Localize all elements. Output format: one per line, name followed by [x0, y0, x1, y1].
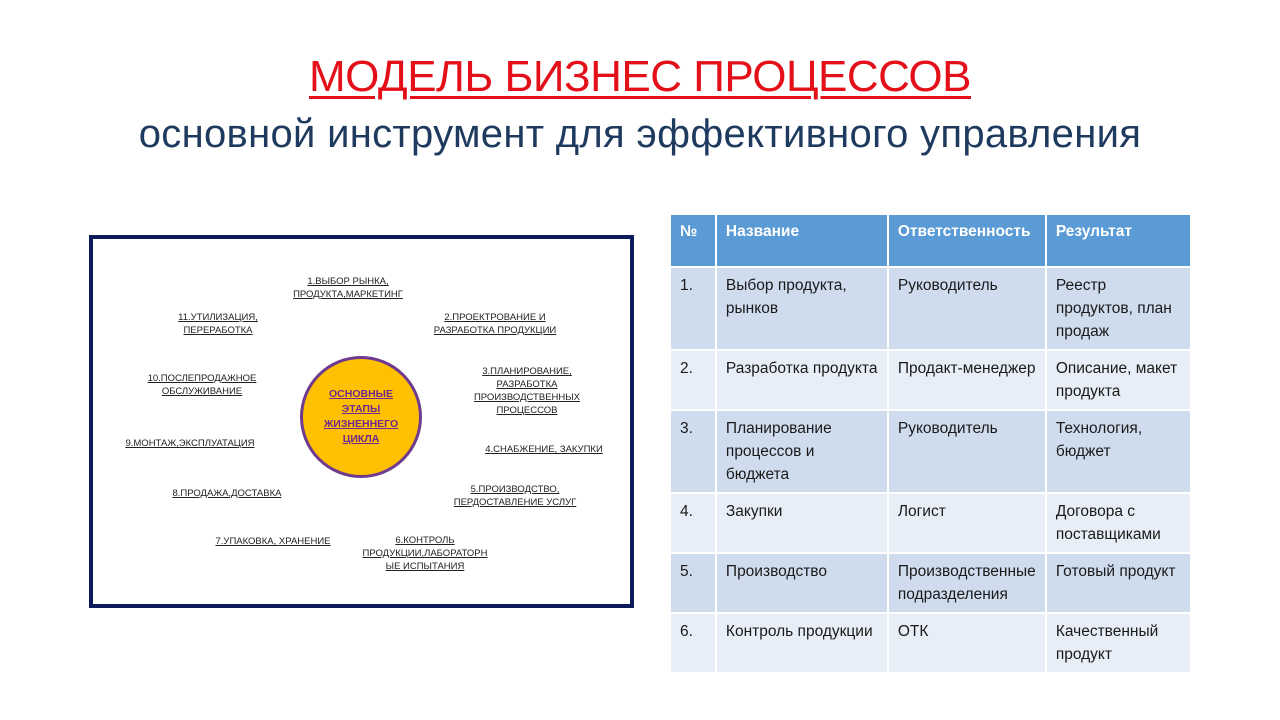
page-title: МОДЕЛЬ БИЗНЕС ПРОЦЕССОВ	[308, 52, 971, 101]
diagram-stage-8: 8.ПРОДАЖА,ДОСТАВКА	[172, 488, 282, 499]
table-row	[670, 613, 1191, 673]
cell-name: Закупки	[716, 493, 888, 553]
cell-number: 2.	[670, 350, 716, 410]
header-number: №	[670, 214, 716, 267]
diagram-stage-5: 5.ПРОИЗВОДСТВО, ПЕРДОСТАВЛЕНИЕ УСЛУГ	[453, 484, 577, 508]
table-row	[670, 553, 1191, 613]
cell-responsibility: Продакт-менеджер	[888, 350, 1046, 410]
page-subtitle: основной инструмент для эффективного управления	[138, 112, 1142, 156]
title-block	[0, 52, 1280, 102]
lifecycle-diagram	[89, 235, 634, 608]
diagram-stage-11: 11.УТИЛИЗАЦИЯ, ПЕРЕРАБОТКА	[178, 312, 258, 336]
cell-result: Технология, бюджет	[1046, 410, 1191, 493]
cell-responsibility: Производственные подразделения	[888, 553, 1046, 613]
header-responsibility: Ответственность	[888, 214, 1046, 267]
cell-number: 3.	[670, 410, 716, 493]
cell-number: 4.	[670, 493, 716, 553]
cell-result: Качественный продукт	[1046, 613, 1191, 673]
cell-name: Производство	[716, 553, 888, 613]
cell-name: Планирование процессов и бюджета	[716, 410, 888, 493]
cell-responsibility: Руководитель	[888, 410, 1046, 493]
diagram-stage-6: 6.КОНТРОЛЬ ПРОДУКЦИИ,ЛАБОРАТОРН ЫЕ ИСПЫТАНИЯ	[362, 535, 488, 572]
process-table	[669, 213, 1192, 674]
table-row	[670, 267, 1191, 350]
diagram-stage-2: 2.ПРОЕКТРОВАНИЕ И РАЗРАБОТКА ПРОДУКЦИИ	[433, 312, 557, 336]
cell-responsibility: ОТК	[888, 613, 1046, 673]
cell-result: Описание, макет продукта	[1046, 350, 1191, 410]
cell-name: Разработка продукта	[716, 350, 888, 410]
diagram-stage-10: 10.ПОСЛЕПРОДАЖНОЕ ОБСЛУЖИВАНИЕ	[147, 373, 257, 397]
cell-number: 1.	[670, 267, 716, 350]
cell-name: Контроль продукции	[716, 613, 888, 673]
diagram-stage-1: 1.ВЫБОР РЫНКА, ПРОДУКТА,МАРКЕТИНГ	[293, 276, 403, 300]
cell-result: Договора с поставщиками	[1046, 493, 1191, 553]
diagram-stage-3: 3.ПЛАНИРОВАНИЕ, РАЗРАБОТКА ПРОИЗВОДСТВЕННЫХ ПРОЦЕССОВ	[473, 366, 581, 416]
table-header-row	[670, 214, 1191, 267]
header-name: Название	[716, 214, 888, 267]
cell-result: Реестр продуктов, план продаж	[1046, 267, 1191, 350]
cell-responsibility: Руководитель	[888, 267, 1046, 350]
cell-number: 6.	[670, 613, 716, 673]
table-row	[670, 410, 1191, 493]
diagram-stage-4: 4.СНАБЖЕНИЕ, ЗАКУПКИ	[485, 444, 603, 455]
cell-responsibility: Логист	[888, 493, 1046, 553]
cell-number: 5.	[670, 553, 716, 613]
diagram-center-circle	[300, 356, 422, 478]
cell-name: Выбор продукта, рынков	[716, 267, 888, 350]
header-result: Результат	[1046, 214, 1191, 267]
cell-result: Готовый продукт	[1046, 553, 1191, 613]
diagram-stage-7: 7.УПАКОВКА, ХРАНЕНИЕ	[215, 536, 331, 547]
table-row	[670, 493, 1191, 553]
diagram-center-label: ОСНОВНЫЕ ЭТАПЫ ЖИЗНЕННЕГО ЦИКЛА	[323, 388, 399, 445]
diagram-stage-9: 9.МОНТАЖ,ЭКСПЛУАТАЦИЯ	[125, 438, 255, 449]
table-row	[670, 350, 1191, 410]
